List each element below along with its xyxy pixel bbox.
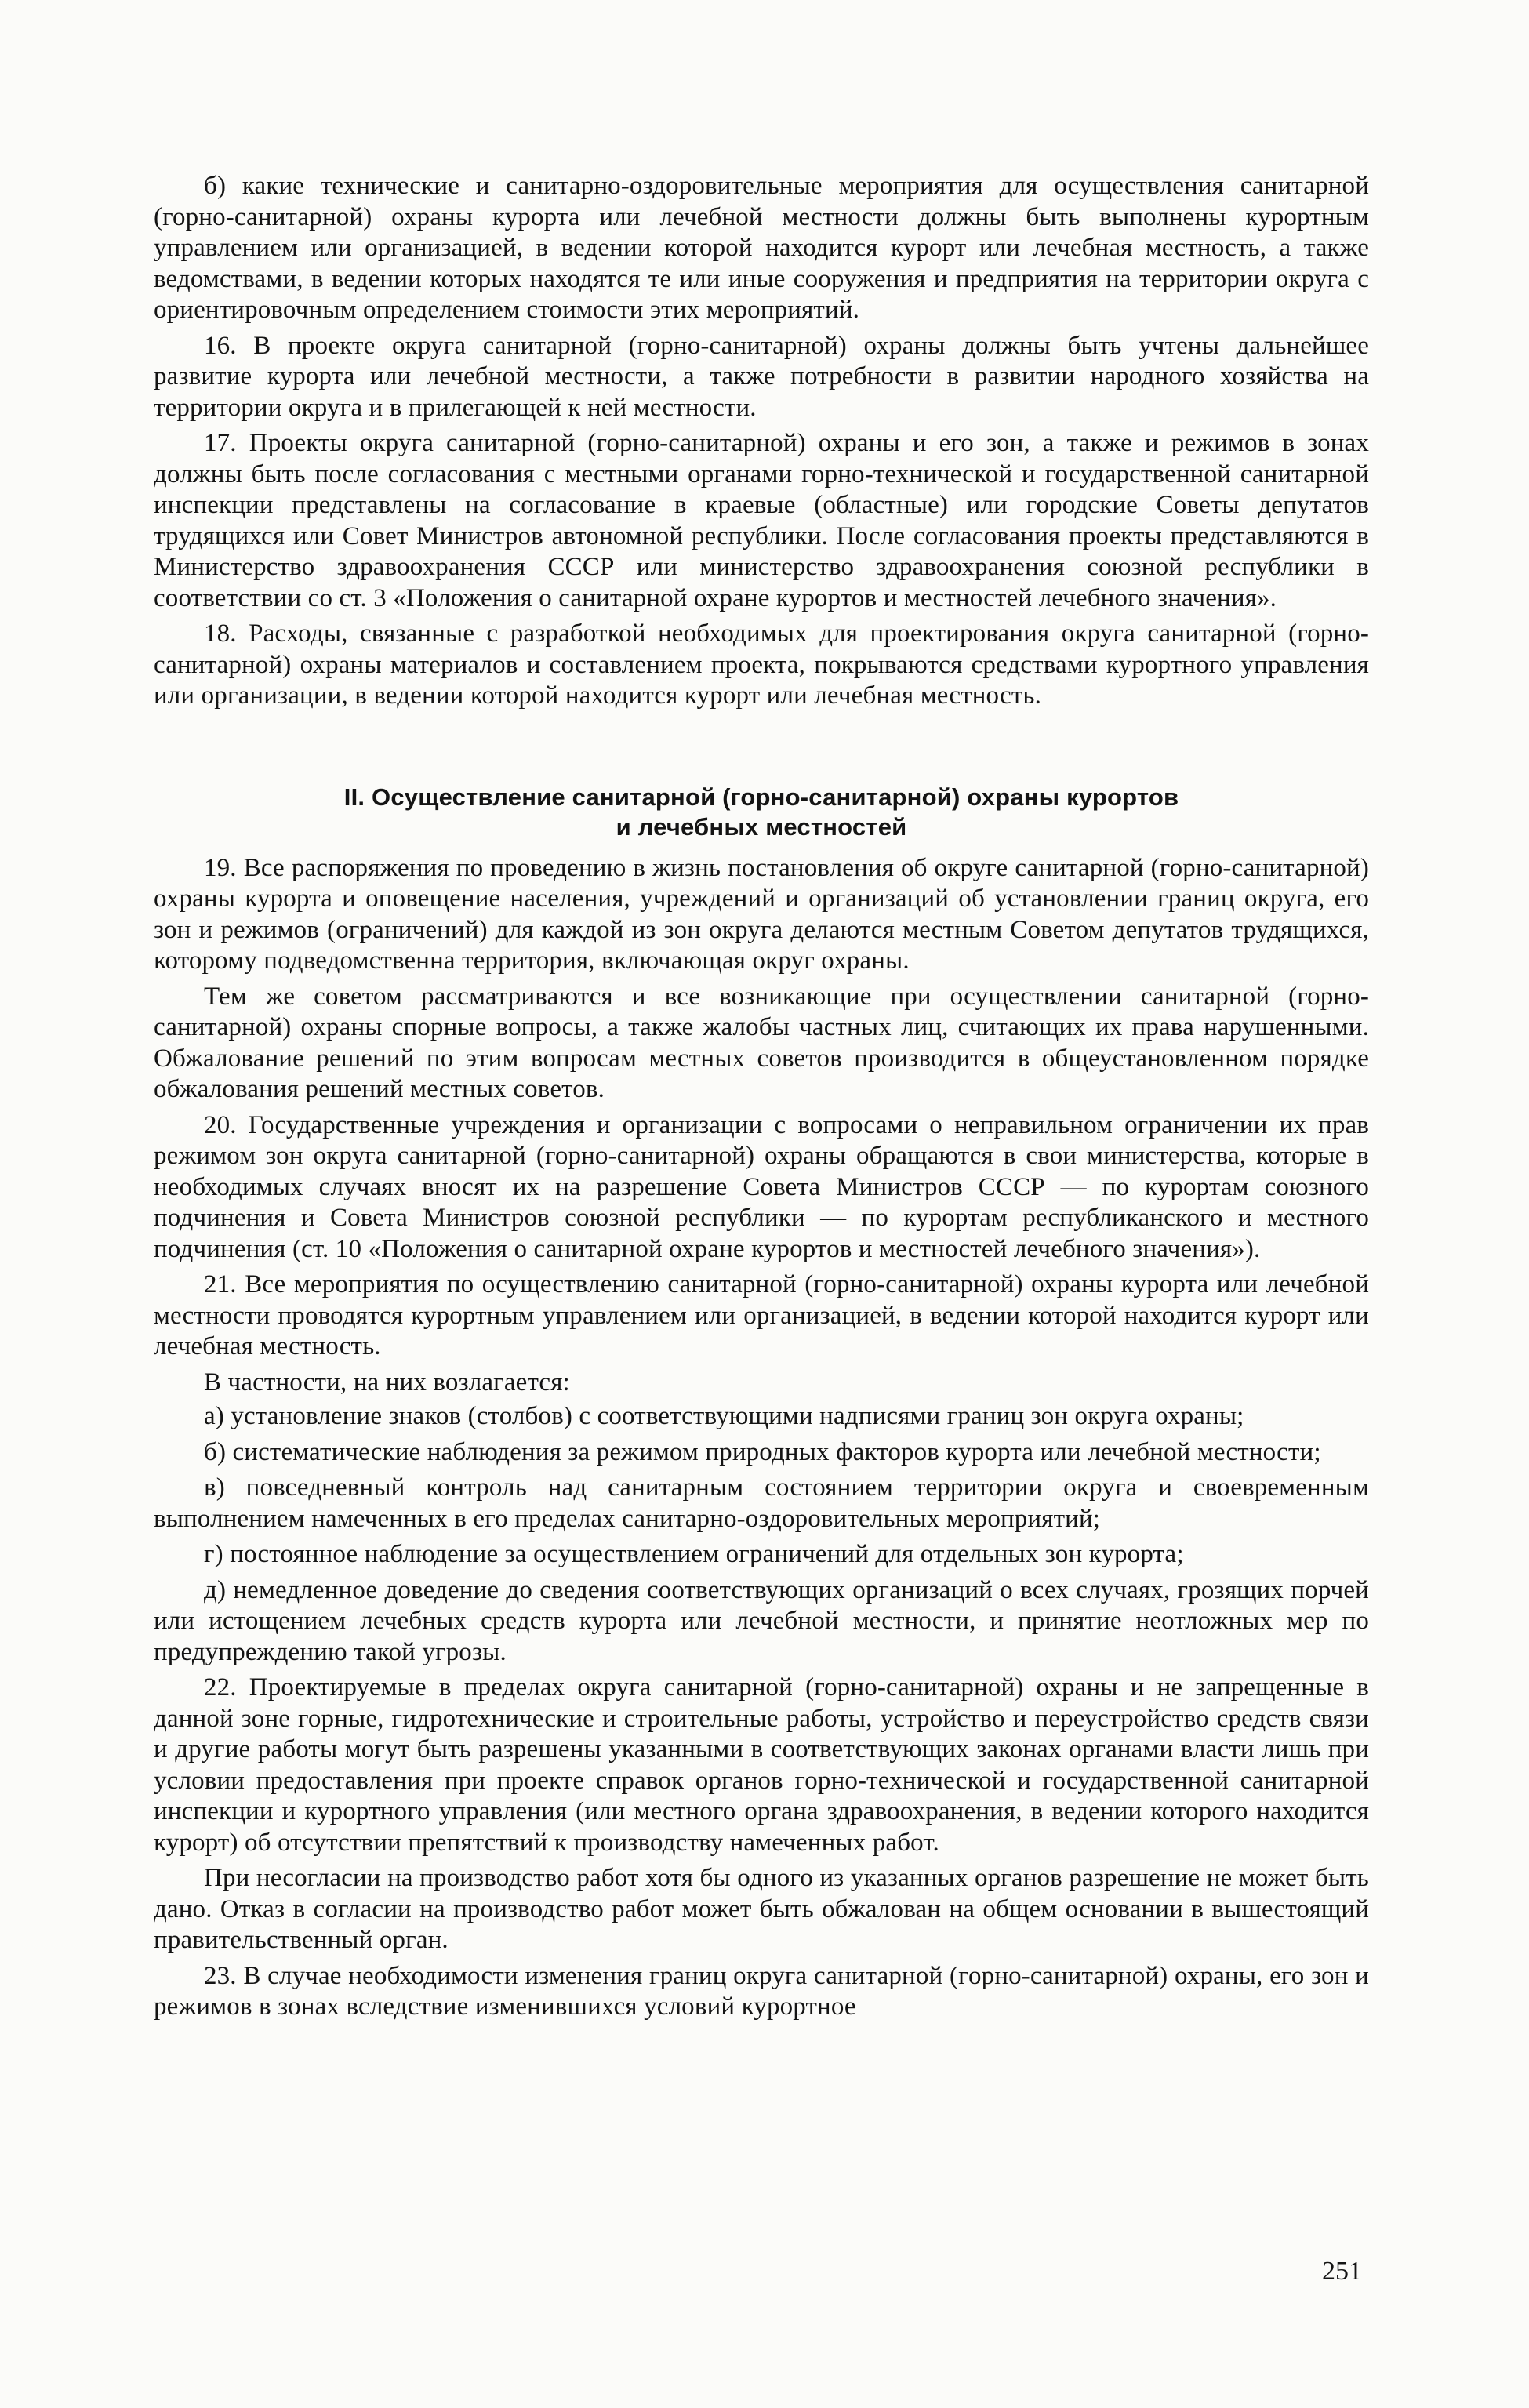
text-column <box>154 171 1369 2028</box>
paragraph-18: 18. Расходы, связанные с разработкой необходимых для проектирования округа санитарной (горно-санитарной) охраны материалов и составлением проекта, покрываются средствами курортного управления или организации, в ведении которой находится курорт или лечебная местность. <box>154 619 1369 710</box>
section-heading <box>154 783 1369 842</box>
list-item-b: б) систематические наблюдения за режимом природных факторов курорта или лечебной местности; <box>204 1437 1321 1466</box>
paragraph-21: 21. Все мероприятия по осуществлению санитарной (горно-санитарной) охраны курорта или лечебной местности проводятся курортным управлением или организацией, в ведении которой находится курорт или лечебная местность. <box>154 1270 1369 1360</box>
paragraph-23: 23. В случае необходимости изменения границ округа санитарной (горно-санитарной) охраны, его зон и режимов в зонах вследствие изменившихся условий курортное <box>154 1961 1369 2021</box>
list-item-g: г) постоянное наблюдение за осуществлением ограничений для отдельных зон курорта; <box>204 1540 1184 1568</box>
paragraph-16: 16. В проекте округа санитарной (горно-санитарной) охраны должны быть учтены дальнейшее развитие курорта или лечебной местности, а также потребности в развитии народного хозяйства на территории округа и в прилегающей к ней местности. <box>154 331 1369 422</box>
list-item-d: д) немедленное доведение до сведения соответствующих организаций о всех случаях, грозящих порчей или истощением лечебных средств курорта или лечебной местности, и принятие неотложных мер по предупреждению такой угрозы. <box>154 1575 1369 1666</box>
paragraph-20: 20. Государственные учреждения и организации с вопросами о неправильном ограничении их прав режимом зон округа санитарной (горно-санитарной) охраны обращаются в свои министерства, которые в необходимых случаях вносят их на разрешение Совета Министров СССР — по курортам союзного подчинения и Совета Министров союзной республики — по курортам республиканского и местного подчинения (ст. 10 «Положения о санитарной охране курортов и местностей лечебного значения»). <box>154 1110 1369 1263</box>
list-item-a: а) установление знаков (столбов) с соответствующими надписями границ зон округа охраны; <box>204 1402 1244 1430</box>
paragraph-item-b-measures: б) какие технические и санитарно-оздоровительные мероприятия для осуществления санитарной (горно-санитарной) охраны курорта или лечебной местности должны быть выполнены курортным управлением или организацией, в ведении которой находится курорт или лечебная местность, а также ведомствами, в ведении которых находятся те или иные сооружения и предприятия на территории округа с ориентировочным определением стоимости этих мероприятий. <box>154 172 1369 324</box>
list-item-v: в) повседневный контроль над санитарным состоянием территории округа и своевременным выполнением намеченных в его пределах санитарно-оздоровительных мероприятий; <box>154 1473 1369 1533</box>
paragraph-22: 22. Проектируемые в пределах округа санитарной (горно-санитарной) охраны и не запрещенные в данной зоне горные, гидротехнические и строительные работы, устройство и переустройство средств связи и другие работы могут быть разрешены указанными в соответствующих законах органами власти лишь при условии предоставления при проекте справок органов горно-технической и государственной санитарной инспекции и курортного управления (или местного органа здравоохранения, в ведении которого находится курорт) об отсутствии препятствий к производству намеченных работ. <box>154 1673 1369 1857</box>
section-heading-line1: II. Осуществление санитарной (горно-санитарной) охраны курортов <box>343 783 1179 811</box>
paragraph-19: 19. Все распоряжения по проведению в жизнь постановления об округе санитарной (горно-санитарной) охраны курорта и оповещение населения, учреждений и организаций об установлении границ округа, его зон и режимов (ограничений) для каждой из зон округа делаются местным Советом депутатов трудящихся, которому подведомственна территория, включающая округ охраны. <box>154 853 1369 975</box>
paragraph-22-refusal: При несогласии на производство работ хотя бы одного из указанных органов разрешение не может быть дано. Отказ в согласии на производство работ может быть обжалован на общем основании в вышестоящий правительственный орган. <box>154 1864 1369 1954</box>
paragraph-17: 17. Проекты округа санитарной (горно-санитарной) охраны и его зон, а также и режимов в зонах должны быть после согласования с местными органами горно-технической и государственной санитарной инспекции представлены на согласование в краевые (областные) или городские Советы депутатов трудящихся или Совет Министров автономной республики. После согласования проекты представляются в Министерство здравоохранения СССР или министерство здравоохранения союзной республики в соответствии со ст. 3 «Положения о санитарной охране курортов и местностей лечебного значения». <box>154 429 1369 612</box>
section-heading-line2: и лечебных местностей <box>616 812 907 841</box>
paragraph-19-complaints: Тем же советом рассматриваются и все возникающие при осуществлении санитарной (горно-санитарной) охраны спорные вопросы, а также жалобы частных лиц, считающих их права нарушенными. Обжалование решений по этим вопросам местных советов производится в общеустановленном порядке обжалования решений местных советов. <box>154 982 1369 1103</box>
paragraph-21-intro: В частности, на них возлагается: <box>204 1367 570 1396</box>
page-number: 251 <box>1322 2257 1362 2286</box>
